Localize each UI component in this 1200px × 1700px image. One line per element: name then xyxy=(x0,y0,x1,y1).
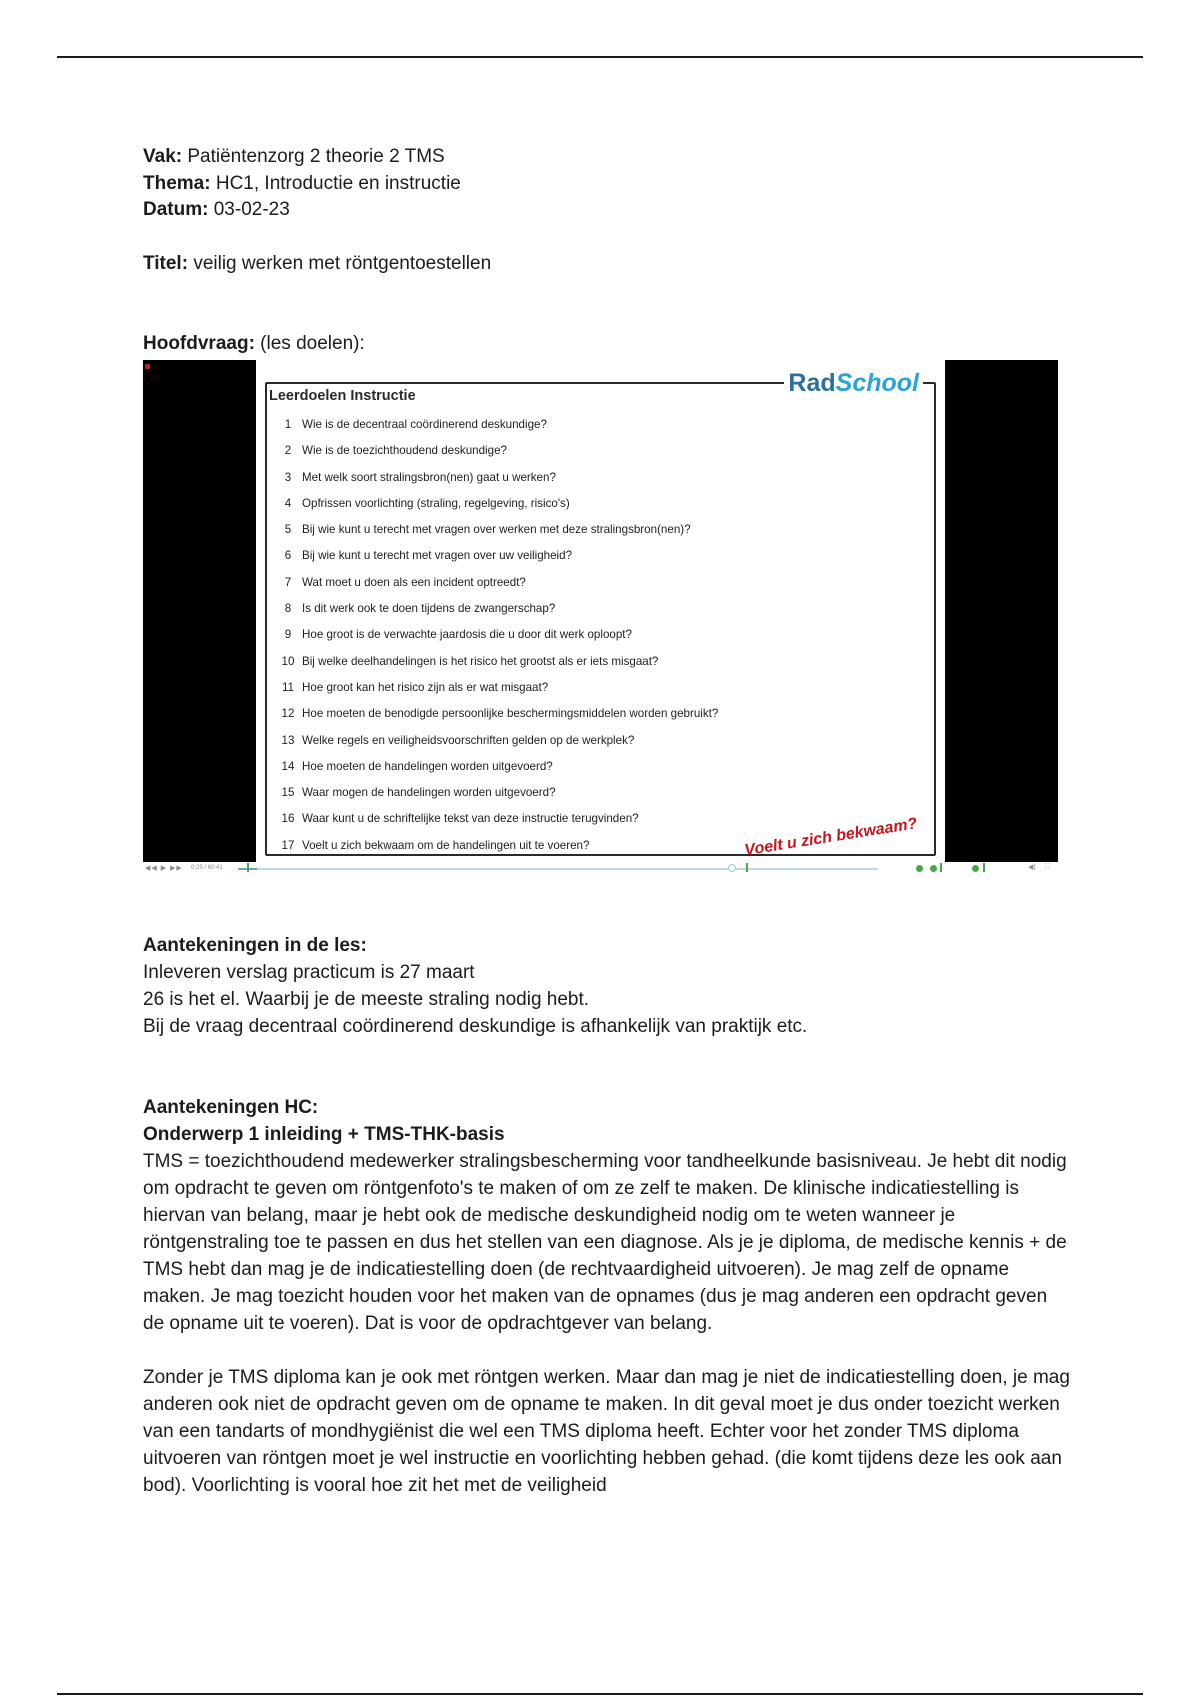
learning-goal-text: Wie is de decentraal coördinerend deskundige? xyxy=(302,418,547,431)
learning-goal-text: Hoe moeten de benodigde persoonlijke beschermingsmiddelen worden gebruikt? xyxy=(302,707,719,721)
notes-hc-heading: Aantekeningen HC: xyxy=(143,1097,319,1118)
learning-goal-text: Wat moet u doen als een incident optreedt? xyxy=(302,575,526,589)
playback-buttons[interactable]: ◀◀ ▶ ▶▶ xyxy=(145,865,183,872)
notes-hc-paragraph: Zonder je TMS diploma kan je ook met röntgen werken. Maar dan mag je niet de indicatiestelling doen, je mag anderen ook niet de opdracht geven om de opname te maken. In dit geval moet je dus onder toezicht werken van een tandarts of mondhygiënist die wel een TMS diploma heeft. Echter voor het zonder TMS diploma uitvoeren van röntgen moet je wel instructie en voorlichting hebben gehad. (die komt tijdens deze les ook aan bod). Voorlichting is vooral hoe zit het met de veiligheid xyxy=(143,1367,1070,1496)
volume-icon[interactable]: ◀) xyxy=(1028,864,1036,871)
learning-goal-number: 3 xyxy=(284,470,292,484)
learning-goal-text: Bij wie kunt u terecht met vragen over werken met deze stralingsbron(nen)? xyxy=(302,523,691,537)
notes-hc-subheading: Onderwerp 1 inleiding + TMS-THK-basis xyxy=(143,1124,505,1145)
learning-goal-text: Bij wie kunt u terecht met vragen over uw veiligheid? xyxy=(302,549,573,563)
notes-les-line: Bij de vraag decentraal coördinerend deskundige is afhankelijk van praktijk etc. xyxy=(143,1016,808,1037)
learning-goal-number: 13 xyxy=(281,733,295,747)
learning-goal-number: 15 xyxy=(281,786,295,800)
learning-goal-number: 2 xyxy=(284,444,292,458)
learning-goal-text: Is dit werk ook te doen tijdens de zwangerschap? xyxy=(302,602,556,616)
learning-goal-text: Hoe moeten de handelingen worden uitgevoerd? xyxy=(302,759,553,773)
learning-goal-item xyxy=(274,780,914,806)
titel-label: Titel: xyxy=(143,252,189,274)
learning-goal-item xyxy=(274,465,914,491)
learning-goal-number: 12 xyxy=(281,707,295,721)
learning-goal-number: 7 xyxy=(284,575,292,589)
thema-label: Thema: xyxy=(143,172,211,194)
learning-goal-text: Welke regels en veiligheidsvoorschriften gelden op de werkplek? xyxy=(302,733,635,747)
document-header xyxy=(143,144,1063,358)
notes-les-line: 26 is het el. Waarbij je de meeste straling nodig hebt. xyxy=(143,989,590,1010)
learning-goal-number: 10 xyxy=(281,654,295,668)
vak-value: Patiëntenzorg 2 theorie 2 TMS xyxy=(182,146,445,167)
learning-goal-item xyxy=(274,728,914,754)
learning-goal-item xyxy=(274,806,914,832)
learning-goal-text: Met welk soort stralingsbron(nen) gaat u werken? xyxy=(302,470,556,484)
thema-line xyxy=(143,171,1063,198)
record-indicator xyxy=(145,364,150,369)
chapter-marker[interactable] xyxy=(247,863,249,872)
notes-hc-paragraph: TMS = toezichthoudend medewerker stralingsbescherming voor tandheelkunde basisniveau. Je hebt dit nodig om opdracht te geven om röntgenfoto's te maken of om ze zelf te maken. De klinische indicatiestelling is hiervan van belang, maar je hebt ook de medische deskundigheid nodig om te weten wanneer je röntgenstraling toe te passen en dus het stellen van een diagnose. Als je je diploma, de medische kennis + de TMS hebt dan mag je de indicatiestelling doen (de rechtvaardigheid uitvoeren). Je mag zelf de opname maken. Je mag toezicht houden voor het maken van de opnames (dus je mag anderen een opdracht geven de opname uit te voeren). Dat is voor de opdrachtgever van belang. xyxy=(143,1151,1067,1334)
chapter-marker[interactable] xyxy=(972,865,979,872)
learning-goal-text: Bij welke deelhandelingen is het risico het grootst als er iets misgaat? xyxy=(302,654,659,668)
notes-les-heading: Aantekeningen in de les: xyxy=(143,935,367,956)
notes-section xyxy=(143,932,1073,1499)
learning-goal-number: 17 xyxy=(281,838,295,852)
learning-goal-item xyxy=(274,491,914,517)
learning-goal-item xyxy=(274,596,914,622)
learning-goal-number: 5 xyxy=(284,523,292,537)
learning-goal-item xyxy=(274,517,914,543)
learning-goal-number: 16 xyxy=(281,812,295,826)
learning-goal-number: 4 xyxy=(284,496,292,510)
bekwaam-stamp: Voelt u zich bekwaam? xyxy=(743,815,919,860)
slide-title: Leerdoelen Instructie xyxy=(269,388,416,404)
bottom-rule xyxy=(57,1693,1143,1695)
thema-value: HC1, Introductie en instructie xyxy=(210,172,461,194)
time-readout: 0:25 / 60:41 xyxy=(191,865,223,871)
learning-goal-item xyxy=(274,543,914,569)
learning-goal-number: 8 xyxy=(284,602,292,616)
chapter-marker[interactable] xyxy=(746,863,748,872)
learning-goal-number: 9 xyxy=(284,628,292,642)
learning-goal-text: Hoe groot kan het risico zijn als er wat misgaat? xyxy=(302,680,549,694)
datum-label: Datum: xyxy=(143,199,209,220)
learning-goal-number: 1 xyxy=(284,418,292,431)
chapter-marker[interactable] xyxy=(983,863,985,872)
learning-goal-number: 14 xyxy=(281,759,295,773)
learning-goal-text: Waar mogen de handelingen worden uitgevoerd? xyxy=(302,786,556,800)
hoofdvraag-label: Hoofdvraag: xyxy=(143,333,255,354)
learning-goal-item xyxy=(274,754,914,780)
titel-line xyxy=(143,251,1063,278)
datum-value: 03-02-23 xyxy=(208,199,290,220)
video-letterbox-right xyxy=(945,360,1058,862)
player-controls xyxy=(143,862,1058,876)
vak-label: Vak: xyxy=(143,146,183,167)
slide xyxy=(262,360,939,862)
learning-goal-number: 11 xyxy=(281,680,295,694)
learning-goal-item xyxy=(274,675,914,701)
learning-goal-text: Hoe groot is de verwachte jaardosis die u door dit werk oploopt? xyxy=(302,628,632,642)
seek-knob[interactable] xyxy=(728,864,736,872)
learning-goal-text: Wie is de toezichthoudend deskundige? xyxy=(302,444,507,458)
learning-goals-list xyxy=(274,412,914,859)
video-screenshot xyxy=(143,360,1058,876)
learning-goal-item xyxy=(274,412,914,438)
learning-goal-item xyxy=(274,438,914,464)
learning-goal-text: Waar kunt u de schriftelijke tekst van deze instructie terugvinden? xyxy=(302,812,639,826)
learning-goal-item xyxy=(274,701,914,727)
video-letterbox-left xyxy=(143,360,256,862)
hoofdvraag-line xyxy=(143,331,1063,358)
logo-rad: Rad xyxy=(788,369,836,397)
learning-goal-item xyxy=(274,649,914,675)
chapter-marker[interactable] xyxy=(916,865,923,872)
radschool-logo xyxy=(784,368,923,398)
chapter-marker[interactable] xyxy=(930,865,937,872)
hoofdvraag-value: (les doelen): xyxy=(254,333,365,354)
datum-line xyxy=(143,197,1063,224)
vak-line xyxy=(143,144,1063,171)
learning-goal-text: Voelt u zich bekwaam om de handelingen uit te voeren? xyxy=(302,838,590,852)
fullscreen-icon[interactable]: ⛶ xyxy=(1045,863,1050,870)
learning-goal-item xyxy=(274,570,914,596)
learning-goal-item xyxy=(274,622,914,648)
titel-value: veilig werken met röntgentoestellen xyxy=(188,252,492,274)
learning-goal-text: Opfrissen voorlichting (straling, regelgeving, risico's) xyxy=(302,496,570,510)
seek-track[interactable] xyxy=(238,868,878,870)
chapter-marker[interactable] xyxy=(940,863,942,872)
logo-school: School xyxy=(835,369,919,397)
learning-goal-number: 6 xyxy=(284,549,292,563)
notes-les-line: Inleveren verslag practicum is 27 maart xyxy=(143,962,475,983)
top-rule xyxy=(57,56,1143,58)
